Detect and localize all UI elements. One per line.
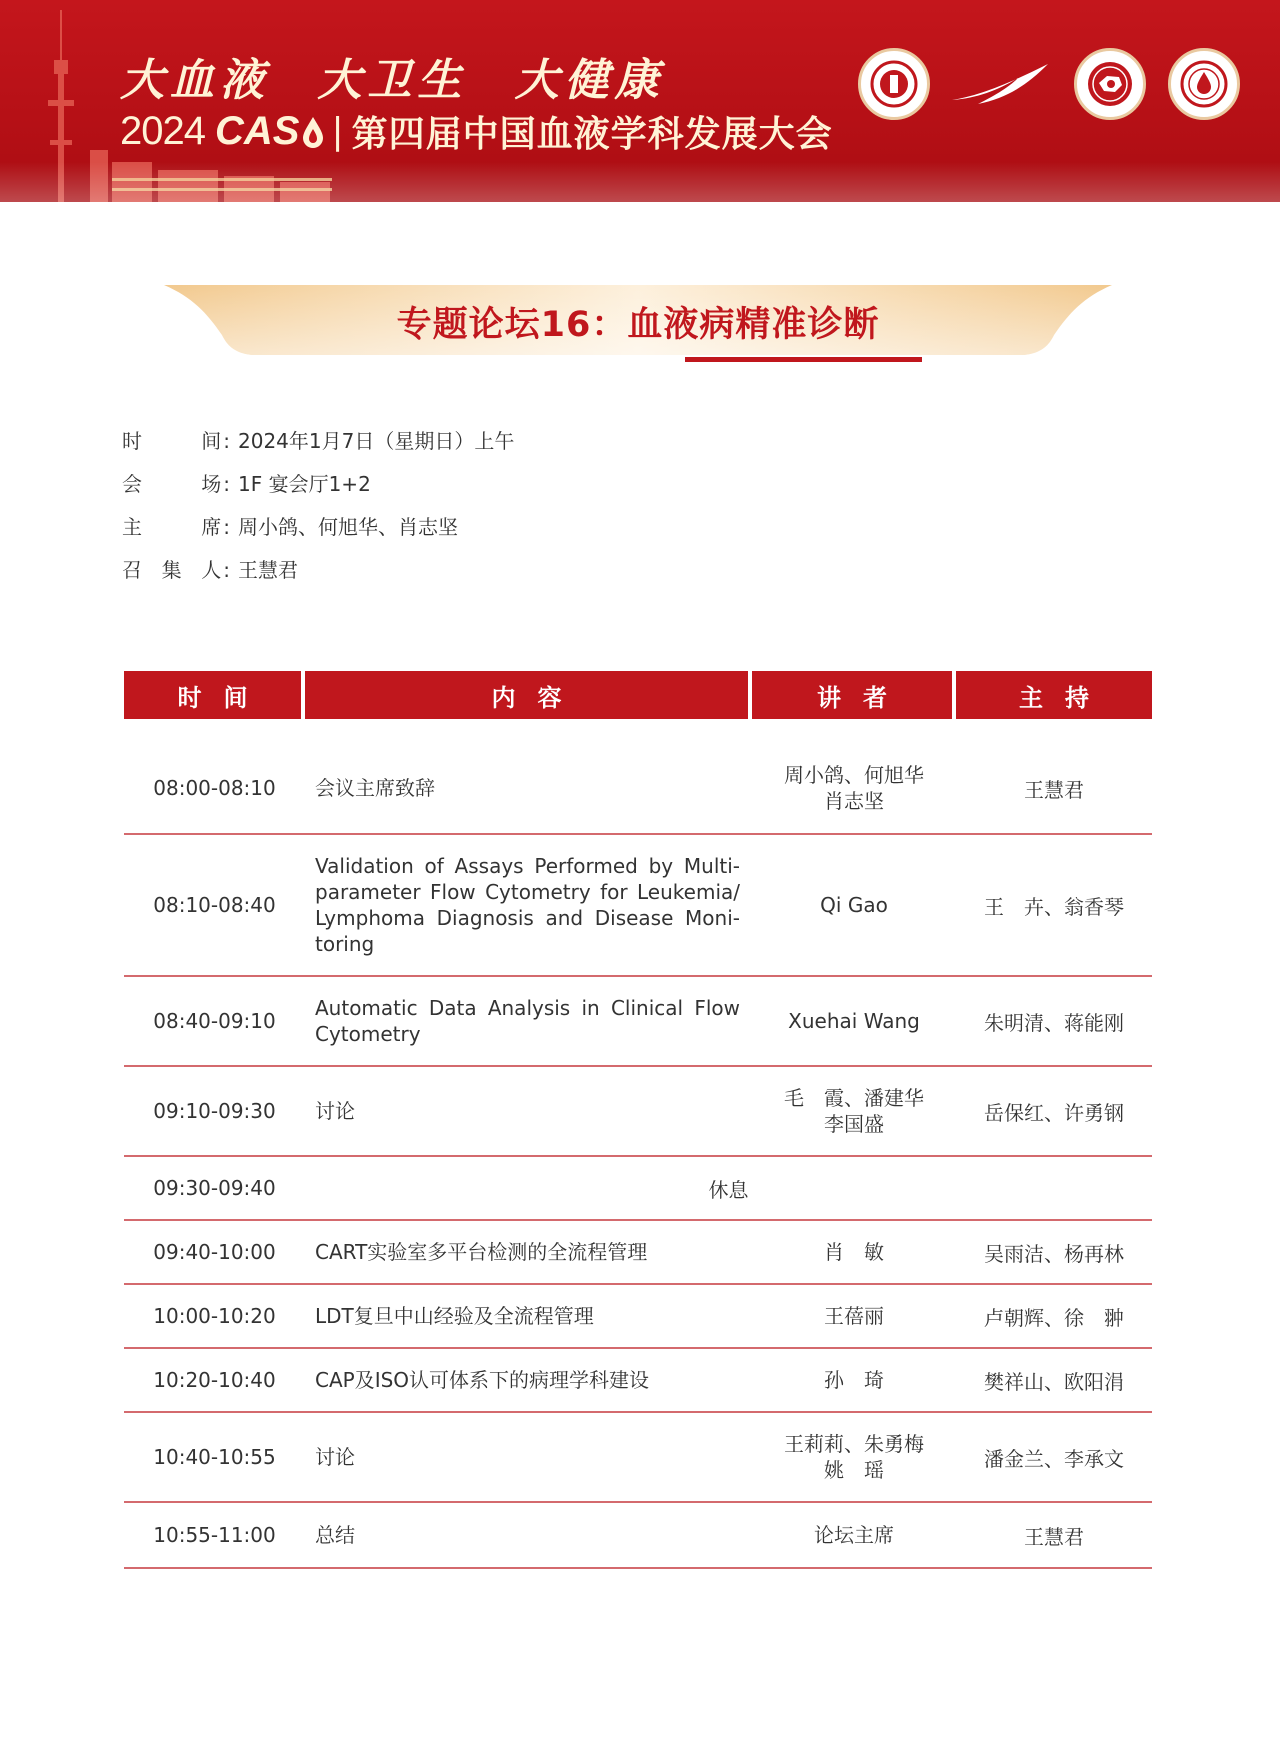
label-char: 会	[122, 472, 142, 496]
forum-title-ribbon	[164, 283, 1112, 363]
laboratory-seal-logo	[1168, 48, 1240, 120]
header-banner	[0, 0, 1280, 202]
cell-speaker: Qi Gao	[820, 893, 888, 917]
info-value-convener: 王慧君	[238, 558, 298, 582]
info-row-chair	[122, 511, 514, 554]
cell-speaker: 王莉莉、朱勇梅 姚 瑶	[784, 1432, 924, 1482]
cell-host: 樊祥山、欧阳涓	[984, 1369, 1124, 1394]
wing-logo	[948, 60, 1052, 108]
cell-content: 讨论	[315, 1445, 355, 1469]
table-body	[124, 743, 1152, 1569]
label-char: 主	[122, 515, 142, 539]
cell-speaker: 王蓓丽	[824, 1304, 884, 1328]
table-row	[124, 1413, 1152, 1503]
china-map-seal-logo	[1074, 48, 1146, 120]
organizer-logos	[836, 48, 1240, 120]
label-char: 时	[122, 429, 142, 453]
table-row	[124, 1503, 1152, 1569]
cell-content: 总结	[315, 1523, 355, 1547]
cell-time: 08:40-09:10	[153, 1009, 276, 1033]
label-char: 召	[122, 558, 142, 582]
info-value-time: 2024年1月7日（星期日）上午	[238, 429, 515, 453]
cell-content: LDT复旦中山经验及全流程管理	[315, 1304, 594, 1328]
cell-time: 10:00-10:20	[153, 1304, 276, 1328]
cell-speaker: 肖 敏	[824, 1240, 884, 1264]
info-label	[122, 554, 230, 597]
cell-speaker: 周小鸽、何旭华 肖志坚	[784, 763, 924, 813]
china-map-emblem-icon	[1085, 59, 1135, 109]
cell-host: 王 卉、翁香琴	[984, 894, 1124, 919]
cell-speaker: 毛 霞、潘建华 李国盛	[784, 1086, 924, 1136]
cell-break: 休息	[708, 1177, 749, 1202]
info-value-chair: 周小鸽、何旭华、肖志坚	[238, 515, 458, 539]
conference-name: 第四届中国血液学科发展大会	[351, 114, 833, 155]
cell-host: 岳保红、许勇钢	[984, 1100, 1124, 1125]
cell-speaker: Xuehai Wang	[788, 1009, 920, 1033]
conference-brand: CAS	[214, 109, 300, 153]
info-label	[122, 511, 230, 554]
table-header	[124, 671, 1152, 719]
info-value-venue: 1F 宴会厅1+2	[238, 472, 371, 496]
cell-content: 会议主席致辞	[315, 776, 435, 800]
table-row	[124, 977, 1152, 1067]
label-char: 间 :	[201, 429, 230, 453]
cell-time: 10:20-10:40	[153, 1368, 276, 1392]
cell-content: Automatic Data Analysis in Clinical Flow Cytometry	[315, 996, 740, 1046]
cell-content: Validation of Assays Performed by Multi-parameter Flow Cytometry for Leukemia/ Lymphoma Diagnosis and Disease Moni-toring	[315, 854, 740, 956]
cell-content: CAP及ISO认可体系下的病理学科建设	[315, 1368, 650, 1392]
cell-time: 09:10-09:30	[153, 1099, 276, 1123]
label-char: 席 :	[201, 515, 230, 539]
cell-host: 王慧君	[1024, 1524, 1084, 1549]
cell-time: 09:30-09:40	[153, 1176, 276, 1200]
label-char: 集	[161, 558, 182, 582]
cell-speaker: 孙 琦	[824, 1368, 884, 1392]
info-row-convener	[122, 554, 514, 597]
seal-emblem-icon	[869, 59, 919, 109]
slogan-3: 大健康	[514, 55, 665, 106]
header-host: 主持	[956, 671, 1152, 719]
table-row-break	[124, 1157, 1152, 1221]
conference-year: 2024	[120, 109, 205, 153]
title-separator: |	[331, 111, 344, 152]
cell-host: 朱明清、蒋能刚	[984, 1010, 1124, 1035]
header-speaker: 讲者	[752, 671, 952, 719]
slogan	[120, 44, 691, 108]
slogan-1: 大血液	[120, 55, 270, 106]
conference-title	[120, 106, 833, 157]
info-label	[122, 468, 230, 511]
cell-host: 卢朝辉、徐 翀	[984, 1305, 1124, 1330]
table-row	[124, 835, 1152, 977]
cell-host: 潘金兰、李承文	[984, 1446, 1124, 1471]
label-char: 人 :	[201, 558, 230, 582]
cell-time: 09:40-10:00	[153, 1240, 276, 1264]
info-row-venue	[122, 468, 514, 511]
table-row	[124, 1285, 1152, 1349]
laboratory-emblem-icon	[1179, 59, 1229, 109]
cell-content: 讨论	[315, 1099, 355, 1123]
schedule-table	[124, 671, 1152, 1569]
cell-time: 08:00-08:10	[153, 776, 276, 800]
table-row	[124, 743, 1152, 835]
header-content: 内容	[305, 671, 748, 719]
blood-drop-icon	[301, 115, 325, 149]
table-row	[124, 1221, 1152, 1285]
table-row	[124, 1349, 1152, 1413]
society-seal-logo	[858, 48, 930, 120]
cell-time: 08:10-08:40	[153, 893, 276, 917]
cell-content: CART实验室多平台检测的全流程管理	[315, 1240, 648, 1264]
slogan-2: 大卫生	[317, 55, 468, 106]
cell-host: 吴雨洁、杨再林	[984, 1241, 1124, 1266]
forum-title: 专题论坛16：血液病精准诊断	[396, 305, 880, 345]
cell-host: 王慧君	[1024, 777, 1084, 802]
session-info	[122, 425, 514, 597]
label-char: 场 :	[201, 472, 230, 496]
info-label	[122, 425, 230, 468]
cell-speaker: 论坛主席	[814, 1523, 894, 1547]
title-underline	[685, 357, 922, 362]
table-row	[124, 1067, 1152, 1157]
header-time: 时间	[124, 671, 301, 719]
cell-time: 10:55-11:00	[153, 1523, 276, 1547]
info-row-time	[122, 425, 514, 468]
cell-time: 10:40-10:55	[153, 1445, 276, 1469]
